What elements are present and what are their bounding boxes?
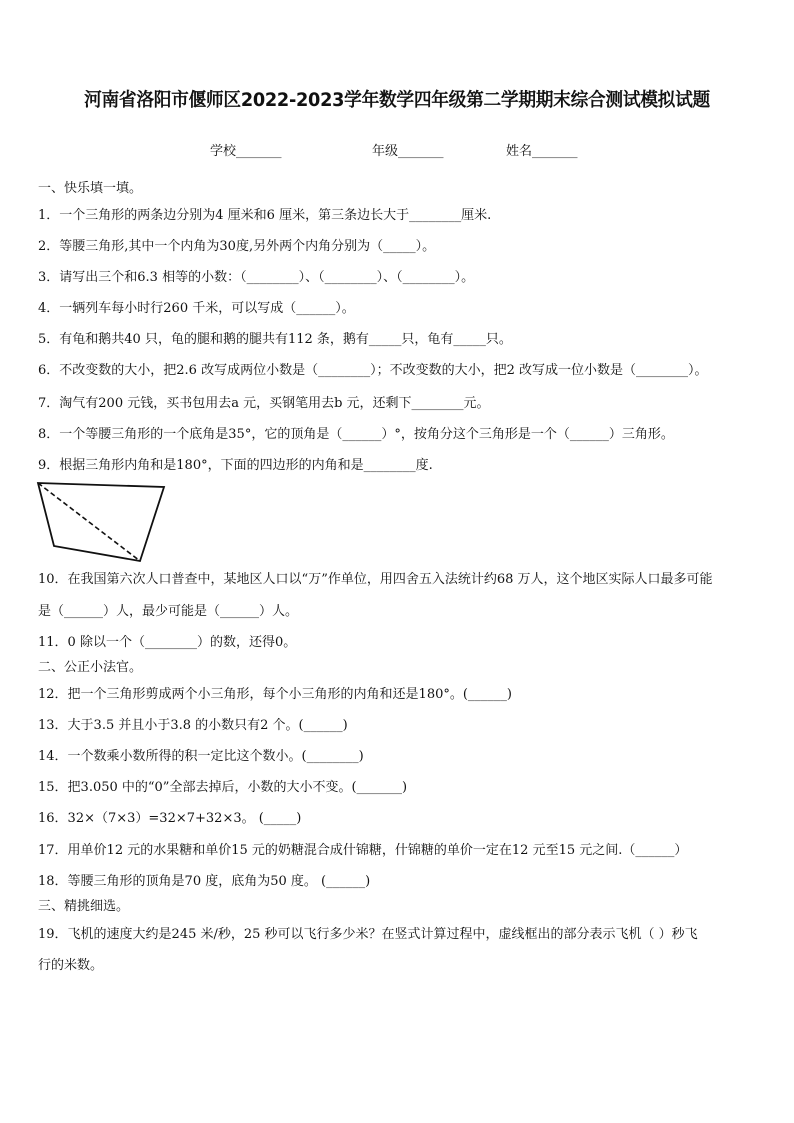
school-field: 学校_______ — [210, 144, 282, 159]
question-10-line-1: 10．在我国第六次人口普查中，某地区人口以“万”作单位，用四舍五入法统计约68 万人，这个地区实际人口最多可能 — [38, 572, 713, 587]
quadrilateral-figure — [36, 480, 168, 564]
question-14: 14．一个数乘小数所得的积一定比这个数小。(________) — [38, 749, 364, 764]
question-19-line-1: 19．飞机的速度大约是245 米/秒，25 秒可以飞行多少米？在竖式计算过程中，虚线框出的部分表示飞机（ ）秒飞 — [38, 927, 698, 942]
question-4: 4．一辆列车每小时行260 千米，可以写成（______）。 — [38, 301, 355, 316]
question-1: 1．一个三角形的两条边分别为4 厘米和6 厘米，第三条边长大于________厘米. — [38, 208, 492, 223]
question-5: 5．有龟和鹅共40 只，龟的腿和鹅的腿共有112 条，鹅有_____只，龟有_____只。 — [38, 332, 512, 347]
question-10-line-2: 是（______）人，最少可能是（______）人。 — [38, 604, 299, 619]
question-7: 7．淘气有200 元钱，买书包用去a 元，买钢笔用去b 元，还剩下________元。 — [38, 396, 490, 411]
question-15: 15．把3.050 中的“0”全部去掉后，小数的大小不变。(_______) — [38, 780, 408, 795]
diagonal-dashed-line — [38, 483, 140, 561]
section-2-heading: 二、公正小法官。 — [38, 660, 143, 675]
question-11: 11．0 除以一个（________）的数，还得0。 — [38, 635, 297, 650]
section-3-heading: 三、精挑细选。 — [38, 899, 130, 914]
grade-field: 年级_______ — [372, 144, 444, 159]
page-title: 河南省洛阳市偃师区2022-2023学年数学四年级第二学期期末综合测试模拟试题 — [84, 90, 710, 111]
question-3: 3．请写出三个和6.3 相等的小数：（________）、（________）、（________）。 — [38, 270, 475, 285]
question-2: 2．等腰三角形,其中一个内角为30度,另外两个内角分别为（_____）。 — [38, 239, 436, 254]
question-8: 8．一个等腰三角形的一个底角是35°，它的顶角是（______）°，按角分这个三角形是一个（______）三角形。 — [38, 427, 674, 442]
section-1-heading: 一、快乐填一填。 — [38, 181, 143, 196]
question-17: 17．用单价12 元的水果糖和单价15 元的奶糖混合成什锦糖，什锦糖的单价一定在12 元至15 元之间.（______） — [38, 843, 688, 858]
question-16: 16．32×（7×3）=32×7+32×3。 (_____) — [38, 811, 302, 826]
question-12: 12．把一个三角形剪成两个小三角形，每个小三角形的内角和还是180°。(______) — [38, 687, 512, 702]
question-18: 18．等腰三角形的顶角是70 度，底角为50 度。 (______) — [38, 874, 371, 889]
name-field: 姓名_______ — [506, 144, 578, 159]
question-6: 6．不改变数的大小，把2.6 改写成两位小数是（________）；不改变数的大小，把2 改写成一位小数是（________）。 — [38, 363, 708, 378]
quadrilateral-shape — [38, 483, 164, 561]
question-19-line-2: 行的米数。 — [38, 958, 104, 973]
question-9: 9．根据三角形内角和是180°，下面的四边形的内角和是________度. — [38, 458, 433, 473]
question-13: 13．大于3.5 并且小于3.8 的小数只有2 个。(______) — [38, 718, 348, 733]
